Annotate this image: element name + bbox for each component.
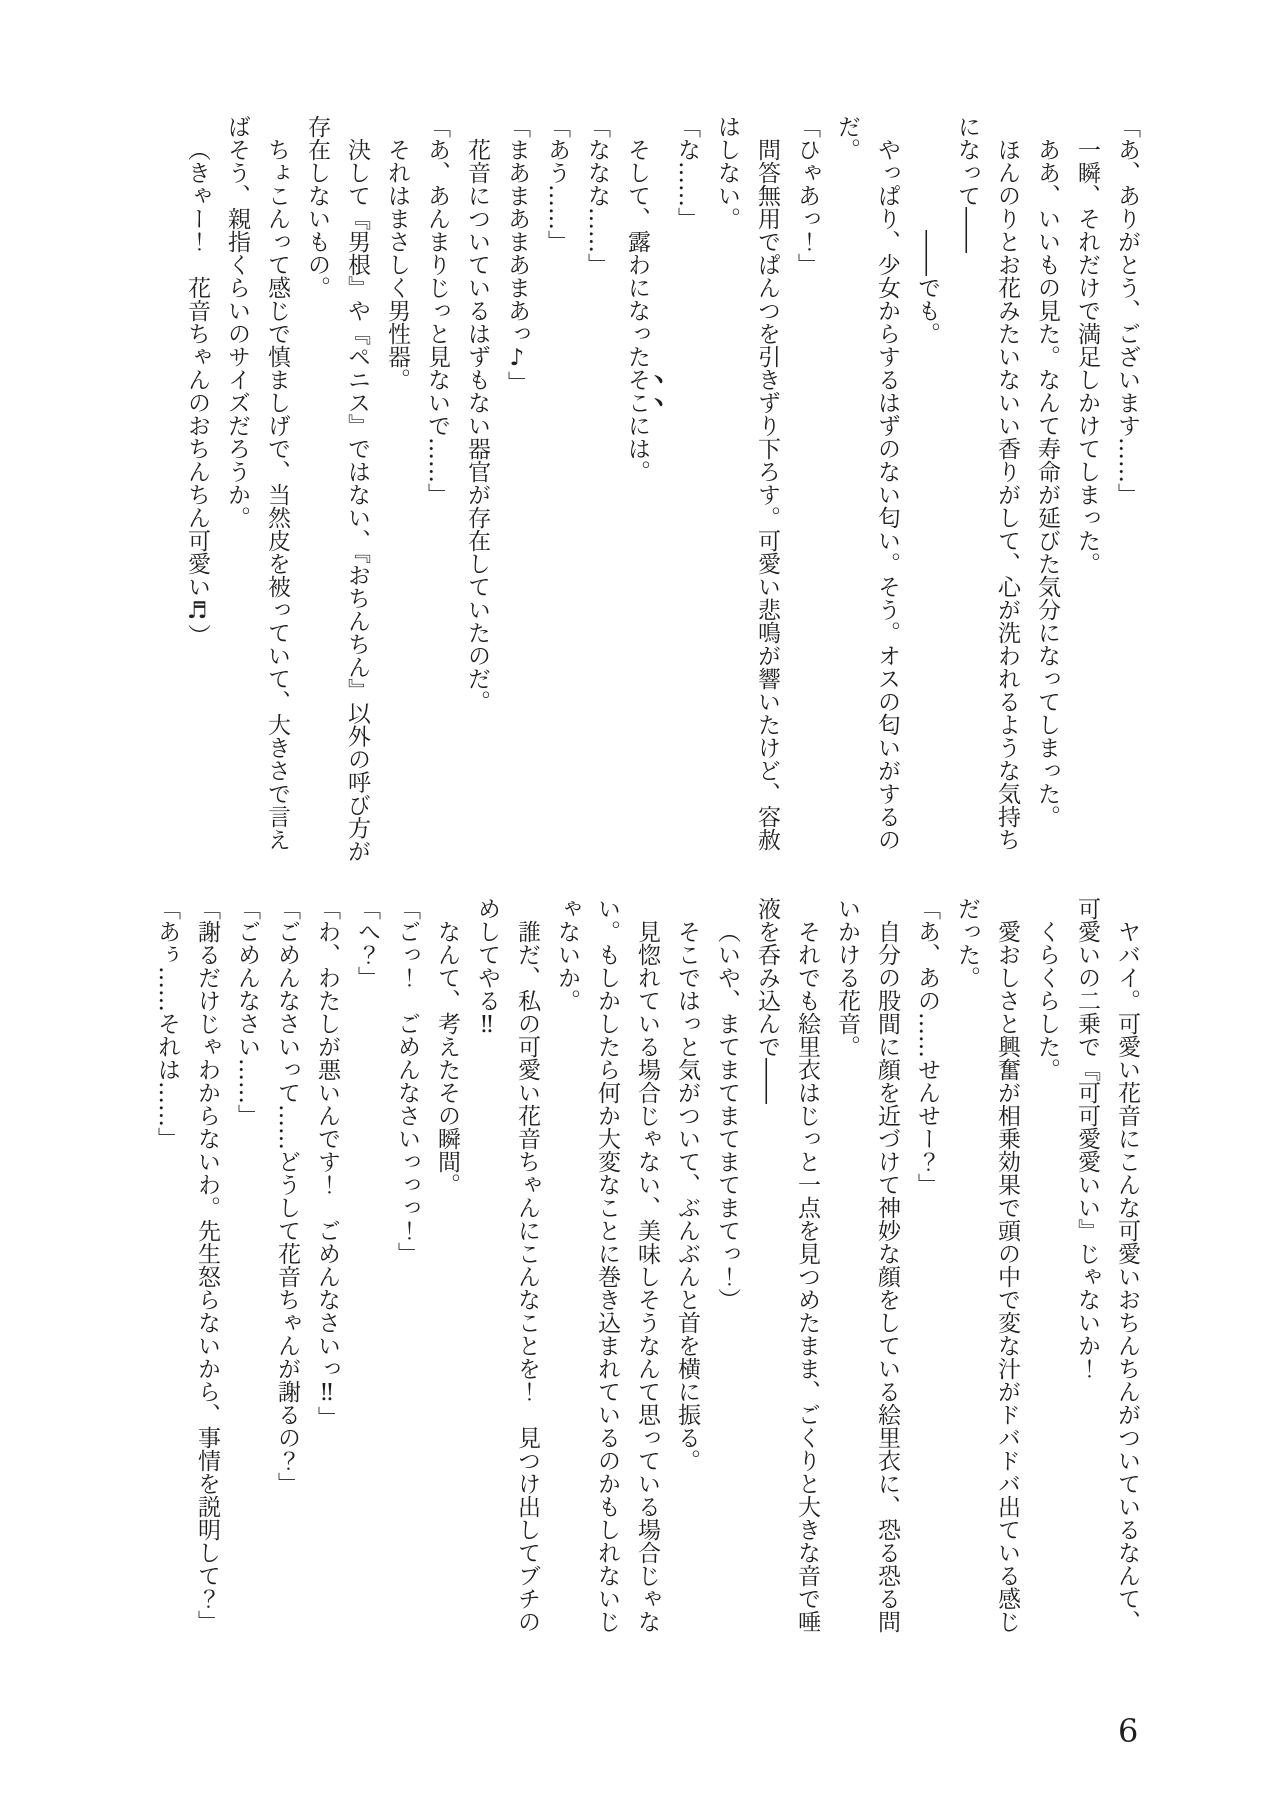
paragraph <box>617 115 667 865</box>
thought-line: （きゃー！ 花音ちゃんのおちんちん可愛い♬） <box>184 138 210 647</box>
dialogue-line: 「ひゃあっ！」 <box>794 115 820 276</box>
dialogue-line: 「な……」 <box>674 115 700 230</box>
dialogue-line: 「あぅ……それは……」 <box>154 897 180 1150</box>
dialogue-line: 「まあまあまあまあっ♪」 <box>504 115 530 394</box>
paragraph: やっぱり、少女からするはずのない匂い。そう。オスの匂いがするのだ。 <box>834 115 900 851</box>
bottom-text-block <box>147 897 1147 1652</box>
paragraph: それはまさしく男性器。 <box>384 138 410 391</box>
paragraph: 花音についているはずもない器官が存在していたのだ。 <box>464 138 490 713</box>
dialogue-line: 「わ、わたしが悪いんです！ ごめんなさいっ‼」 <box>314 897 340 1429</box>
paragraph: 一瞬、それだけで満足しかけてしまった。 <box>1074 138 1100 575</box>
paragraph-text: そして、露わになった <box>624 138 650 368</box>
paragraph: 愛おしさと興奮が相乗効果で頭の中で変な汁がドバドバ出ている感じだった。 <box>954 897 1020 1633</box>
page-number: 6 <box>1118 1712 1139 1750</box>
paragraph: ヤバイ。可愛い花音にこんな可愛いおちんちんがついているなんて、可愛いの二乗で『可可愛愛いい』じゃないか！ <box>1074 897 1140 1633</box>
emphasized-text: そこ <box>624 368 650 414</box>
paragraph: 誰だ、私の可愛い花音ちゃんにこんなことを！ 見つけ出してブチのめしてやる‼ <box>474 897 540 1633</box>
top-text-block <box>177 115 1147 865</box>
dialogue-line: 「謝るだけじゃわからないわ。先生怒らないから、事情を説明して？」 <box>194 897 220 1633</box>
paragraph: そこではっと気がついて、ぶんぶんと首を横に振る。 <box>674 920 700 1472</box>
dialogue-line: 「あ、あんまりじっと見ないで……」 <box>424 115 450 506</box>
paragraph: 決して『男根』や『ペニス』ではない、『おちんちん』以外の呼び方が存在しないもの。 <box>304 115 370 863</box>
dialogue-line: 「ごめんなさい……」 <box>234 897 260 1127</box>
dialogue-line: 「あう……」 <box>544 115 570 253</box>
dialogue-line: 「ごめんなさいって……どうして花音ちゃんが謝るの？」 <box>274 897 300 1495</box>
paragraph: ちょこんって感じで慎ましげで、当然皮を被っていて、大きさで言えばそう、親指くらいのサイズだろうか。 <box>224 115 290 851</box>
dialogue-line: 「あ、ありがとう、ございます……」 <box>1114 115 1140 506</box>
paragraph: 問答無用でぱんつを引きずり下ろす。可愛い悲鳴が響いたけど、容赦はしない。 <box>714 115 780 851</box>
paragraph: ああ、いいもの見た。なんて寿命が延びた気分になってしまった。 <box>1034 138 1060 828</box>
dialogue-line: 「ななな……」 <box>584 115 610 276</box>
thought-line: （いや、まてまてまてまてまてっ！） <box>714 920 740 1311</box>
dialogue-line: 「あ、あの……せんせー？」 <box>914 897 940 1196</box>
paragraph: ほんのりとお花みたいないい香りがして、心が洗われるような気持ちになって―― <box>954 115 1020 851</box>
paragraph: それでも絵里衣はじっと一点を見つめたまま、ごくりと大きな音で唾液を呑み込んで―― <box>754 897 820 1633</box>
paragraph: くらくらした。 <box>1034 920 1060 1081</box>
paragraph: ――でも。 <box>914 230 940 345</box>
paragraph-text: には。 <box>624 414 650 483</box>
paragraph: 見惚れている場合じゃない、美味しそうなんて思っている場合じゃない。もしかしたら何か大変なことに巻き込まれているのかもしれないじゃないか。 <box>554 897 660 1633</box>
paragraph: なんて、考えたその瞬間。 <box>434 920 460 1196</box>
paragraph: 自分の股間に顔を近づけて神妙な顔をしている絵里衣に、恐る恐る問いかける花音。 <box>834 897 900 1633</box>
dialogue-line: 「へ？」 <box>354 897 380 989</box>
dialogue-line: 「ごっ！ ごめんなさいっっっ！」 <box>394 897 420 1265</box>
